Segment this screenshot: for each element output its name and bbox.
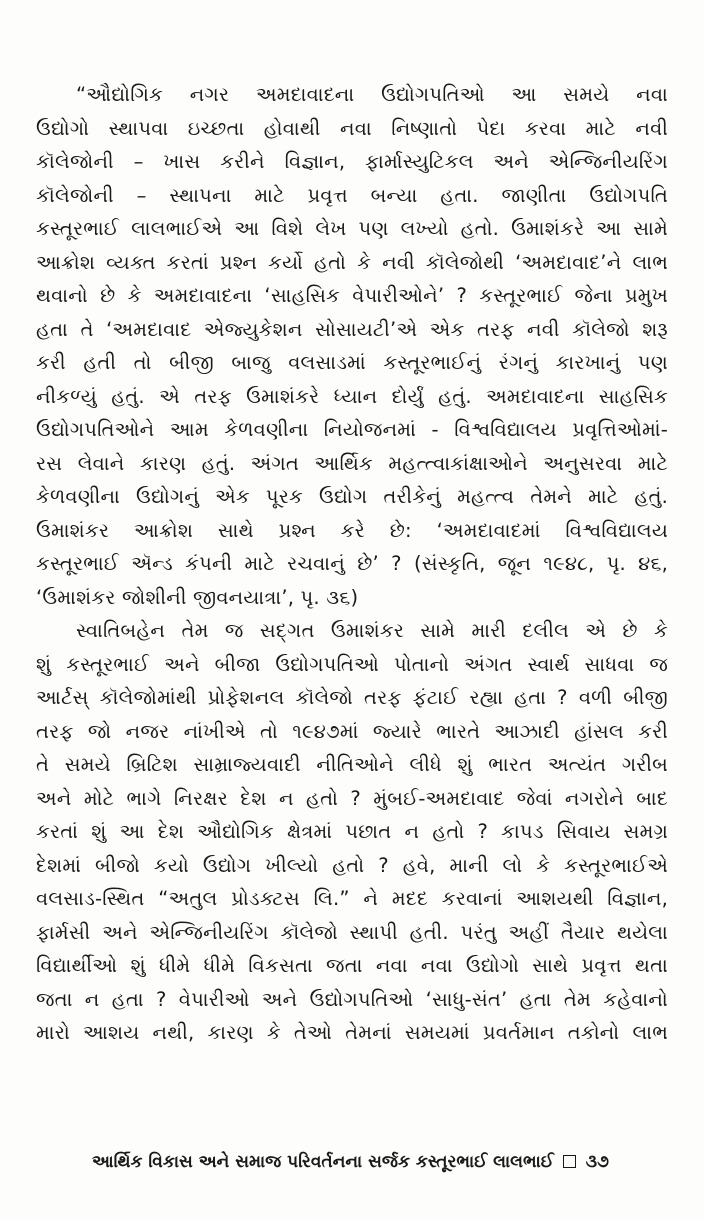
text-line: કરી હતી તો બીજી બાજુ વલસાડમાં કસ્તૂરભાઈનું રંગનું કારખાનું પણ <box>36 351 668 374</box>
text-line: આક્રોશ વ્યક્ત કરતાં પ્રશ્ન કર્યો હતો કે નવી કૉલેજોથી ‘અમદાવાદ’ને લાભ <box>36 250 668 274</box>
body-text <box>36 78 668 1050</box>
page-number: ૩૭ <box>585 1152 609 1172</box>
text-line: આર્ટસ્ કૉલેજોમાંથી પ્રોફેશનલ કૉલેજો તરફ ફંટાઈ રહ્યા હતા ? વળી બીજી <box>36 686 668 709</box>
footer-book-title: આર્થિક વિકાસ અને સમાજ પરિવર્તનના સર્જક કસ્તૂરભાઈ લાલભાઈ <box>92 1152 554 1172</box>
text-line: સ્વાતિબહેન તેમ જ સદ્ગત ઉમાશંકર સામે મારી દલીલ એ છે કે <box>76 619 668 642</box>
text-line: કરતાં શું આ દેશ ઔદ્યોગિક ક્ષેત્રમાં પછાત ન હતો ? કાપડ સિવાય સમગ્ર <box>36 820 668 843</box>
text-line: અને મોટે ભાગે નિરક્ષર દેશ ન હતો ? મુંબઈ-અમદાવાદ જેવાં નગરોને બાદ <box>36 786 668 810</box>
text-line: કૉલેજોની – સ્થાપના માટે પ્રવૃત્ત બન્યા હતા. જાણીતા ઉદ્યોગપતિ <box>36 183 668 207</box>
text-line: જતા ન હતા ? વેપારીઓ અને ઉદ્યોગપતિઓ ‘સાધુ-સંત’ હતા તેમ કહેવાનો <box>36 987 668 1011</box>
text-line: હતા તે ‘અમદાવાદ એજ્યુકેશન સોસાયટી’એ એક તરફ નવી કૉલેજો શરૂ <box>36 317 668 341</box>
text-line: કૉલેજોની – ખાસ કરીને વિજ્ઞાન, ફાર્માસ્યુટિકલ અને એન્જિનીયરિંગ <box>36 150 668 173</box>
text-line: મારો આશય નથી, કારણ કે તેઓ તેમનાં સમયમાં પ્રવર્તમાન તકોનો લાભ <box>36 1021 668 1044</box>
text-line: શું કસ્તૂરભાઈ અને બીજા ઉદ્યોગપતિઓ પોતાનો અંગત સ્વાર્થ સાધવા જ <box>36 652 668 676</box>
text-line: ઉદ્યોગો સ્થાપવા ઇચ્છતા હોવાથી નવા નિષ્ણાતો પેદા કરવા માટે નવી <box>36 116 668 140</box>
text-line: નીકળ્યું હતું. એ તરફ ઉમાશંકરે ધ્યાન દોર્યું હતું. અમદાવાદના સાહસિક <box>36 384 668 408</box>
text-line: કસ્તૂરભાઈ ઍન્ડ કંપની માટે રચવાનું છે’ ? (સંસ્કૃતિ, જૂન ૧૯૪૮, પૃ. ૪૬, <box>36 552 668 575</box>
text-line: તે સમયે બ્રિટિશ સામ્રાજ્યવાદી નીતિઓને લીધે શું ભારત અત્યંત ગરીબ <box>36 753 668 776</box>
text-line: ઉમાશંકર આક્રોશ સાથે પ્રશ્ન કરે છે: ‘અમદાવાદમાં વિશ્વવિદ્યાલય <box>36 518 668 542</box>
text-line: થવાનો છે કે અમદાવાદના ‘સાહસિક વેપારીઓને’ ? કસ્તૂરભાઈ જેના પ્રમુખ <box>36 284 668 307</box>
text-line: વલસાડ-સ્થિત “અતુલ પ્રોડક્ટસ લિ.” ને મદદ કરવાનાં આશયથી વિજ્ઞાન, <box>36 887 668 910</box>
text-line: ‘ઉમાશંકર જોશીની જીવનયાત્રા’, પૃ. ૩૬) <box>36 585 359 609</box>
square-bullet-icon <box>563 1155 576 1168</box>
text-line: કસ્તૂરભાઈ લાલભાઈએ આ વિશે લેખ પણ લખ્યો હતો. ઉમાશંકરે આ સામે <box>36 217 668 240</box>
text-line: વિદ્યાર્થીઓ શું ધીમે ધીમે વિકસતા જતા નવા નવા ઉદ્યોગો સાથે પ્રવૃત્ત થતા <box>36 954 668 977</box>
text-line: “ઔદ્યોગિક નગર અમદાવાદના ઉદ્યોગપતિઓ આ સમયે નવા <box>76 83 668 106</box>
text-line: તરફ જો નજર નાંખીએ તો ૧૯૪૭માં જ્યારે ભારતે આઝાદી હાંસલ કરી <box>36 719 668 743</box>
running-footer <box>92 1147 662 1177</box>
text-line: રસ લેવાને કારણ હતું. અંગત આર્થિક મહત્ત્વાકાંક્ષાઓને અનુસરવા માટે <box>36 451 668 475</box>
text-line: ફાર્મસી અને એન્જિનીયરિંગ કૉલેજો સ્થાપી હતી. પરંતુ અહીં તૈયાર થયેલા <box>36 920 668 944</box>
text-line: ઉદ્યોગપતિઓને આમ કેળવણીના નિયોજનમાં - વિશ્વવિદ્યાલય પ્રવૃત્તિઓમાં- <box>36 418 668 441</box>
text-line: દેશમાં બીજો કયો ઉદ્યોગ ખીલ્યો હતો ? હવે, માની લો કે કસ્તૂરભાઈએ <box>36 853 668 877</box>
text-line: કેળવણીના ઉદ્યોગનું એક પૂરક ઉદ્યોગ તરીકેનું મહત્ત્વ તેમને માટે હતું. <box>36 485 668 508</box>
